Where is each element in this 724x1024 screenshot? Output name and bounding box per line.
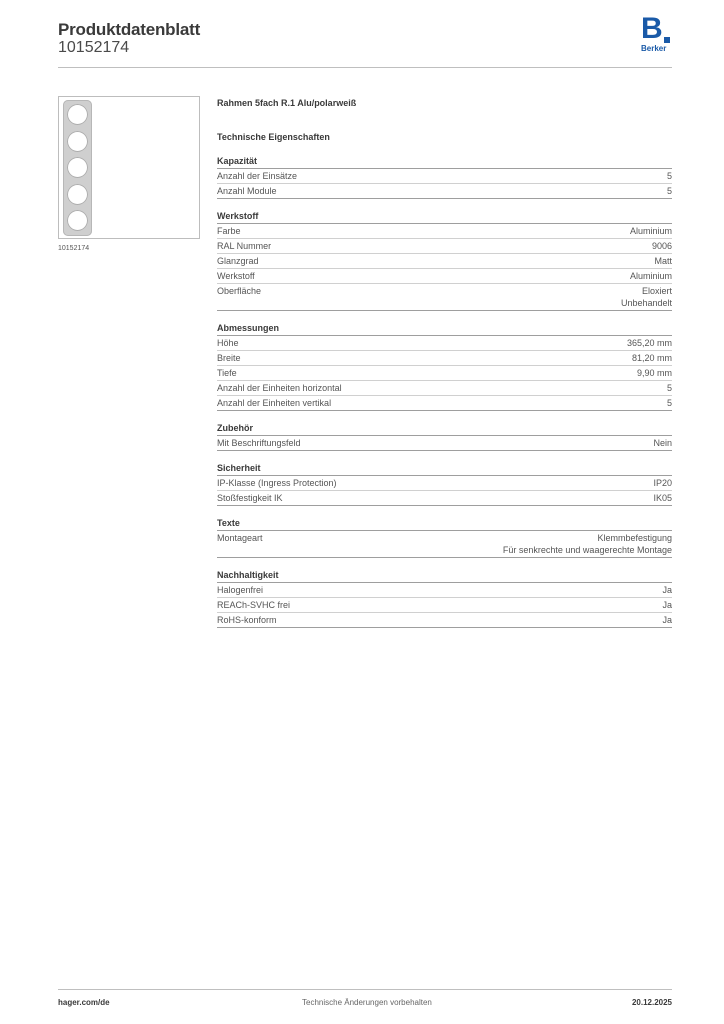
product-name: Rahmen 5fach R.1 Alu/polarweiß [217, 98, 357, 108]
frame-opening [67, 210, 88, 231]
spec-value-line: 9,90 mm [636, 368, 672, 378]
frame-opening [67, 131, 88, 152]
section-heading: Zubehör [217, 422, 672, 436]
spec-row [217, 396, 672, 411]
frame-opening [67, 184, 88, 205]
logo-word: Berker [641, 44, 667, 53]
spec-label: Oberfläche [217, 286, 262, 296]
spec-row [217, 491, 672, 506]
spec-label: Anzahl der Einheiten vertikal [217, 398, 332, 408]
spec-label: RoHS-konform [217, 615, 277, 625]
section-heading: Nachhaltigkeit [217, 569, 672, 583]
spec-section [217, 517, 672, 558]
spec-label: Tiefe [217, 368, 237, 378]
spec-sections [217, 155, 672, 628]
spec-value-line: Klemmbefestigung [597, 533, 672, 543]
spec-value [503, 532, 672, 556]
frame-illustration [63, 100, 92, 236]
spec-value-line: Ja [662, 600, 672, 610]
spec-row [217, 184, 672, 199]
logo-dot [664, 37, 670, 43]
footer-website[interactable]: hager.com/de [58, 998, 110, 1007]
spec-row [217, 583, 672, 598]
spec-row [217, 284, 672, 311]
spec-value-line: 5 [666, 186, 672, 196]
spec-value-line: Nein [653, 438, 672, 448]
spec-value [632, 352, 672, 364]
spec-row [217, 613, 672, 628]
spec-label: Anzahl der Einsätze [217, 171, 298, 181]
spec-value-line: Ja [662, 615, 672, 625]
spec-label: Höhe [217, 338, 239, 348]
spec-value [654, 255, 672, 267]
spec-value [662, 614, 672, 626]
spec-value-line: Aluminium [629, 271, 672, 281]
spec-label: RAL Nummer [217, 241, 272, 251]
spec-value-line: Für senkrechte und waagerechte Montage [502, 545, 672, 555]
product-image [58, 96, 200, 239]
spec-row [217, 476, 672, 491]
spec-value [630, 225, 672, 237]
frame-opening [67, 157, 88, 178]
spec-label: Farbe [217, 226, 241, 236]
section-heading: Texte [217, 517, 672, 531]
spec-value-line: 81,20 mm [631, 353, 672, 363]
spec-value-line: Ja [662, 585, 672, 595]
spec-value [667, 170, 672, 182]
spec-value-line: Eloxiert [641, 286, 672, 296]
section-heading: Abmessungen [217, 322, 672, 336]
spec-value-line: 365,20 mm [626, 338, 672, 348]
spec-label: REACh-SVHC frei [217, 600, 291, 610]
product-number: 10152174 [58, 39, 130, 56]
spec-section [217, 462, 672, 506]
spec-label: Glanzgrad [217, 256, 259, 266]
spec-value [667, 382, 672, 394]
page-title: Produktdatenblatt [58, 20, 201, 39]
spec-value-line: IK05 [653, 493, 672, 503]
spec-value [630, 270, 672, 282]
spec-value [652, 240, 672, 252]
spec-row [217, 598, 672, 613]
spec-value-line: 5 [666, 171, 672, 181]
spec-label: Anzahl Module [217, 186, 277, 196]
spec-row [217, 224, 672, 239]
spec-value [653, 437, 672, 449]
spec-section [217, 569, 672, 628]
spec-value [627, 337, 672, 349]
spec-row [217, 381, 672, 396]
footer-divider [58, 989, 672, 990]
spec-row [217, 254, 672, 269]
spec-section [217, 155, 672, 199]
spec-row [217, 269, 672, 284]
tech-properties-heading: Technische Eigenschaften [217, 132, 330, 142]
spec-value [653, 492, 672, 504]
footer-note: Technische Änderungen vorbehalten [302, 998, 432, 1007]
logo-letter: B [641, 12, 663, 45]
spec-value-line: 5 [666, 383, 672, 393]
spec-value [637, 367, 672, 379]
spec-row [217, 336, 672, 351]
image-caption: 10152174 [58, 245, 90, 252]
header-divider [58, 67, 672, 68]
spec-row [217, 531, 672, 558]
spec-value [653, 477, 672, 489]
spec-value-line: IP20 [653, 478, 672, 488]
spec-content [217, 96, 672, 628]
spec-row [217, 351, 672, 366]
spec-label: Werkstoff [217, 271, 255, 281]
spec-row [217, 436, 672, 451]
frame-opening [67, 104, 88, 125]
spec-value-line: 9006 [651, 241, 672, 251]
spec-section [217, 322, 672, 411]
spec-value-line: Aluminium [629, 226, 672, 236]
spec-value [621, 285, 672, 309]
section-heading: Kapazität [217, 155, 672, 169]
berker-logo [638, 12, 674, 54]
spec-label: Halogenfrei [217, 585, 264, 595]
section-heading: Werkstoff [217, 210, 672, 224]
spec-row [217, 169, 672, 184]
spec-label: Stoßfestigkeit IK [217, 493, 283, 503]
spec-row [217, 239, 672, 254]
spec-value-line: Unbehandelt [620, 298, 672, 308]
spec-value-line: 5 [666, 398, 672, 408]
spec-label: Anzahl der Einheiten horizontal [217, 383, 342, 393]
spec-label: IP-Klasse (Ingress Protection) [217, 478, 337, 488]
spec-label: Breite [217, 353, 241, 363]
spec-value [662, 599, 672, 611]
spec-value [662, 584, 672, 596]
section-heading: Sicherheit [217, 462, 672, 476]
spec-value [667, 397, 672, 409]
spec-label: Montageart [217, 533, 263, 543]
spec-value [667, 185, 672, 197]
spec-section [217, 210, 672, 311]
spec-label: Mit Beschriftungsfeld [217, 438, 301, 448]
spec-value-line: Matt [654, 256, 672, 266]
spec-row [217, 366, 672, 381]
spec-section [217, 422, 672, 451]
footer-date: 20.12.2025 [631, 998, 672, 1007]
